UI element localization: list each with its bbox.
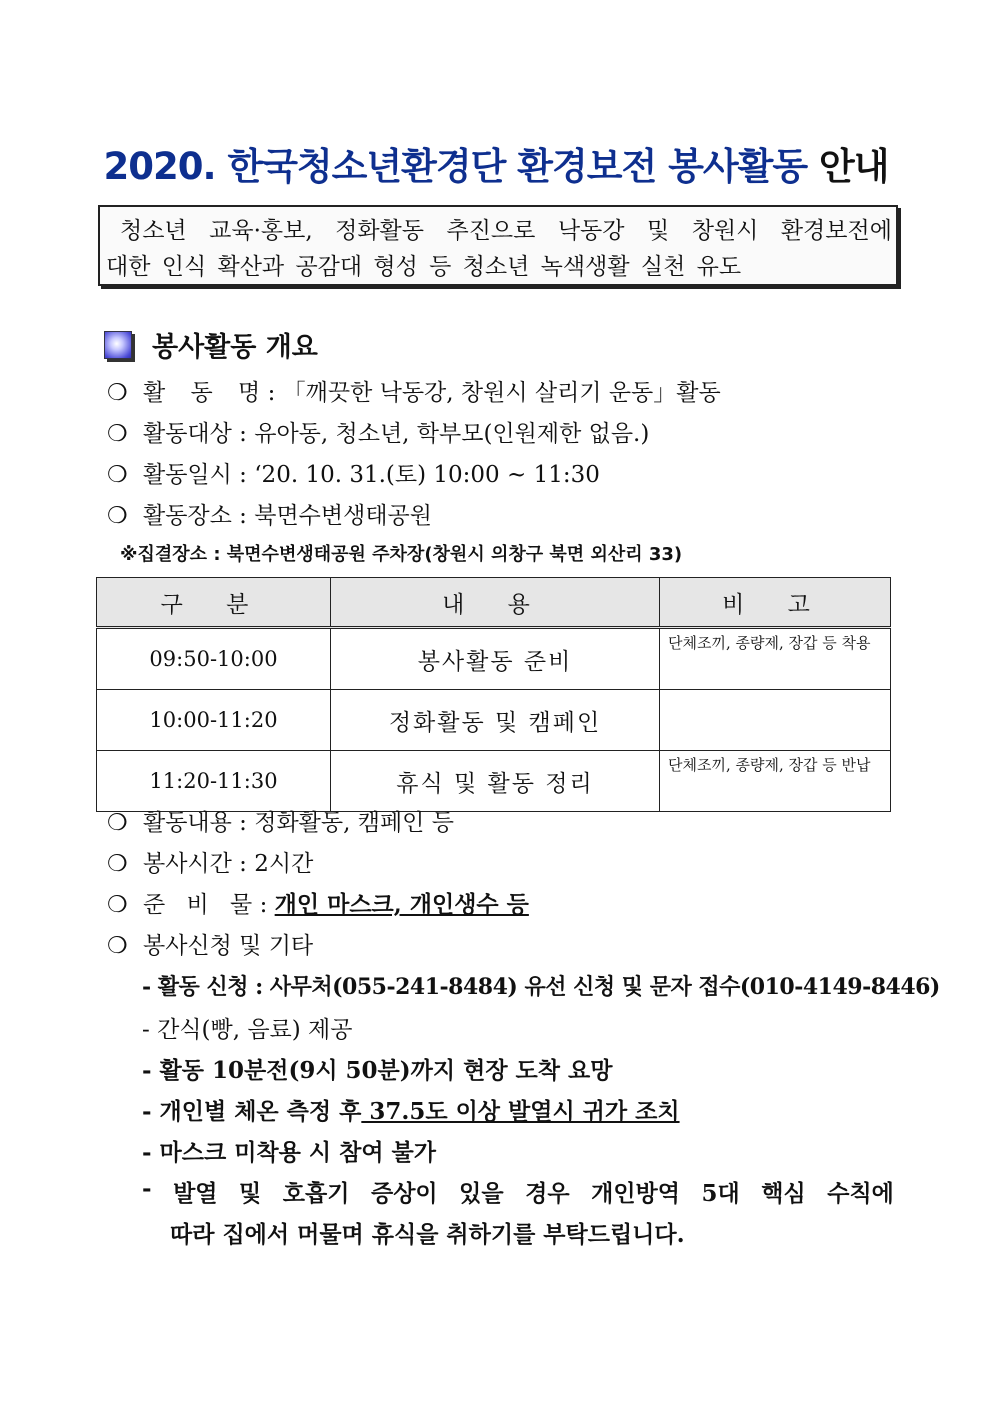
summary-line-2: 대한 인식 확산과 공감대 형성 등 청소년 녹색생활 실천 유도: [106, 254, 742, 280]
detail-temperature: - 개인별 체온 측정 후 37.5도 이상 발열시 귀가 조치: [142, 1098, 680, 1125]
table-row: [97, 751, 891, 812]
assembly-note: ※집결장소 : 북면수변생태공원 주차장(창원시 의창구 북면 외산리 33): [120, 544, 683, 565]
circle-bullet-icon: ❍: [107, 462, 128, 488]
table-row: [97, 690, 891, 751]
table-row: [97, 628, 891, 690]
table-header-row: [97, 578, 891, 628]
circle-bullet-icon: ❍: [107, 892, 128, 918]
circle-bullet-icon: ❍: [107, 421, 128, 447]
detail-fever-line-1: - 발열 및 호흡기 증상이 있을 경우 개인방역 5대 핵심 수칙에: [142, 1175, 894, 1207]
section-title: 봉사활동 개요: [152, 332, 318, 363]
detail-arrive: - 활동 10분전(9시 50분)까지 현장 도착 요망: [142, 1057, 613, 1084]
cell-content: 휴식 및 활동 정리: [331, 751, 660, 812]
info-place: ❍ 활동장소 : 북면수변생태공원: [107, 503, 432, 529]
detail-fever-line-2: 따라 집에서 머물며 휴식을 취하기를 부탁드립니다.: [170, 1221, 685, 1248]
page-title: 2020. 한국청소년환경단 환경보전 봉사활동 안내: [103, 145, 889, 188]
col-header-note: 비 고: [660, 578, 891, 628]
circle-bullet-icon: ❍: [107, 503, 128, 529]
detail-snack: - 간식(빵, 음료) 제공: [142, 1017, 353, 1043]
info-apply-other: ❍ 봉사신청 및 기타: [107, 933, 314, 959]
cell-note: 단체조끼, 종량제, 장갑 등 착용: [660, 628, 891, 690]
info-target: ❍ 활동대상 : 유아동, 청소년, 학부모(인원제한 없음.): [107, 421, 650, 447]
schedule-table: [96, 577, 891, 812]
section-heading: [104, 325, 318, 364]
cell-time: 09:50-10:00: [97, 628, 331, 690]
info-activity-name: ❍ 활 동 명 : 「깨끗한 낙동강, 창원시 살리기 운동」활동: [107, 380, 721, 406]
cell-note: 단체조끼, 종량제, 장갑 등 반납: [660, 751, 891, 812]
circle-bullet-icon: ❍: [107, 810, 128, 836]
info-hours: ❍ 봉사시간 : 2시간: [107, 851, 314, 877]
info-supplies: ❍ 준 비 물 : 개인 마스크, 개인생수 등: [107, 891, 529, 918]
circle-bullet-icon: ❍: [107, 933, 128, 959]
cell-note: [660, 690, 891, 751]
info-datetime: ❍ 활동일시 : ‘20. 10. 31.(토) 10:00 ~ 11:30: [107, 462, 600, 488]
summary-box: [98, 205, 898, 286]
cell-time: 10:00-11:20: [97, 690, 331, 751]
summary-line-1: 청소년 교육·홍보, 정화활동 추진으로 낙동강 및 창원시 환경보전에: [120, 218, 892, 244]
cell-content: 정화활동 및 캠페인: [331, 690, 660, 751]
square-bullet-icon: [104, 331, 132, 359]
detail-apply: - 활동 신청 : 사무처(055-241-8484) 유선 신청 및 문자 접수(010-4149-8446): [142, 974, 940, 1000]
cell-time: 11:20-11:30: [97, 751, 331, 812]
col-header-content: 내 용: [331, 578, 660, 628]
info-content: ❍ 활동내용 : 정화활동, 캠페인 등: [107, 810, 454, 836]
col-header-time: 구 분: [97, 578, 331, 628]
detail-mask: - 마스크 미착용 시 참여 불가: [142, 1139, 436, 1166]
circle-bullet-icon: ❍: [107, 380, 128, 406]
cell-content: 봉사활동 준비: [331, 628, 660, 690]
circle-bullet-icon: ❍: [107, 851, 128, 877]
